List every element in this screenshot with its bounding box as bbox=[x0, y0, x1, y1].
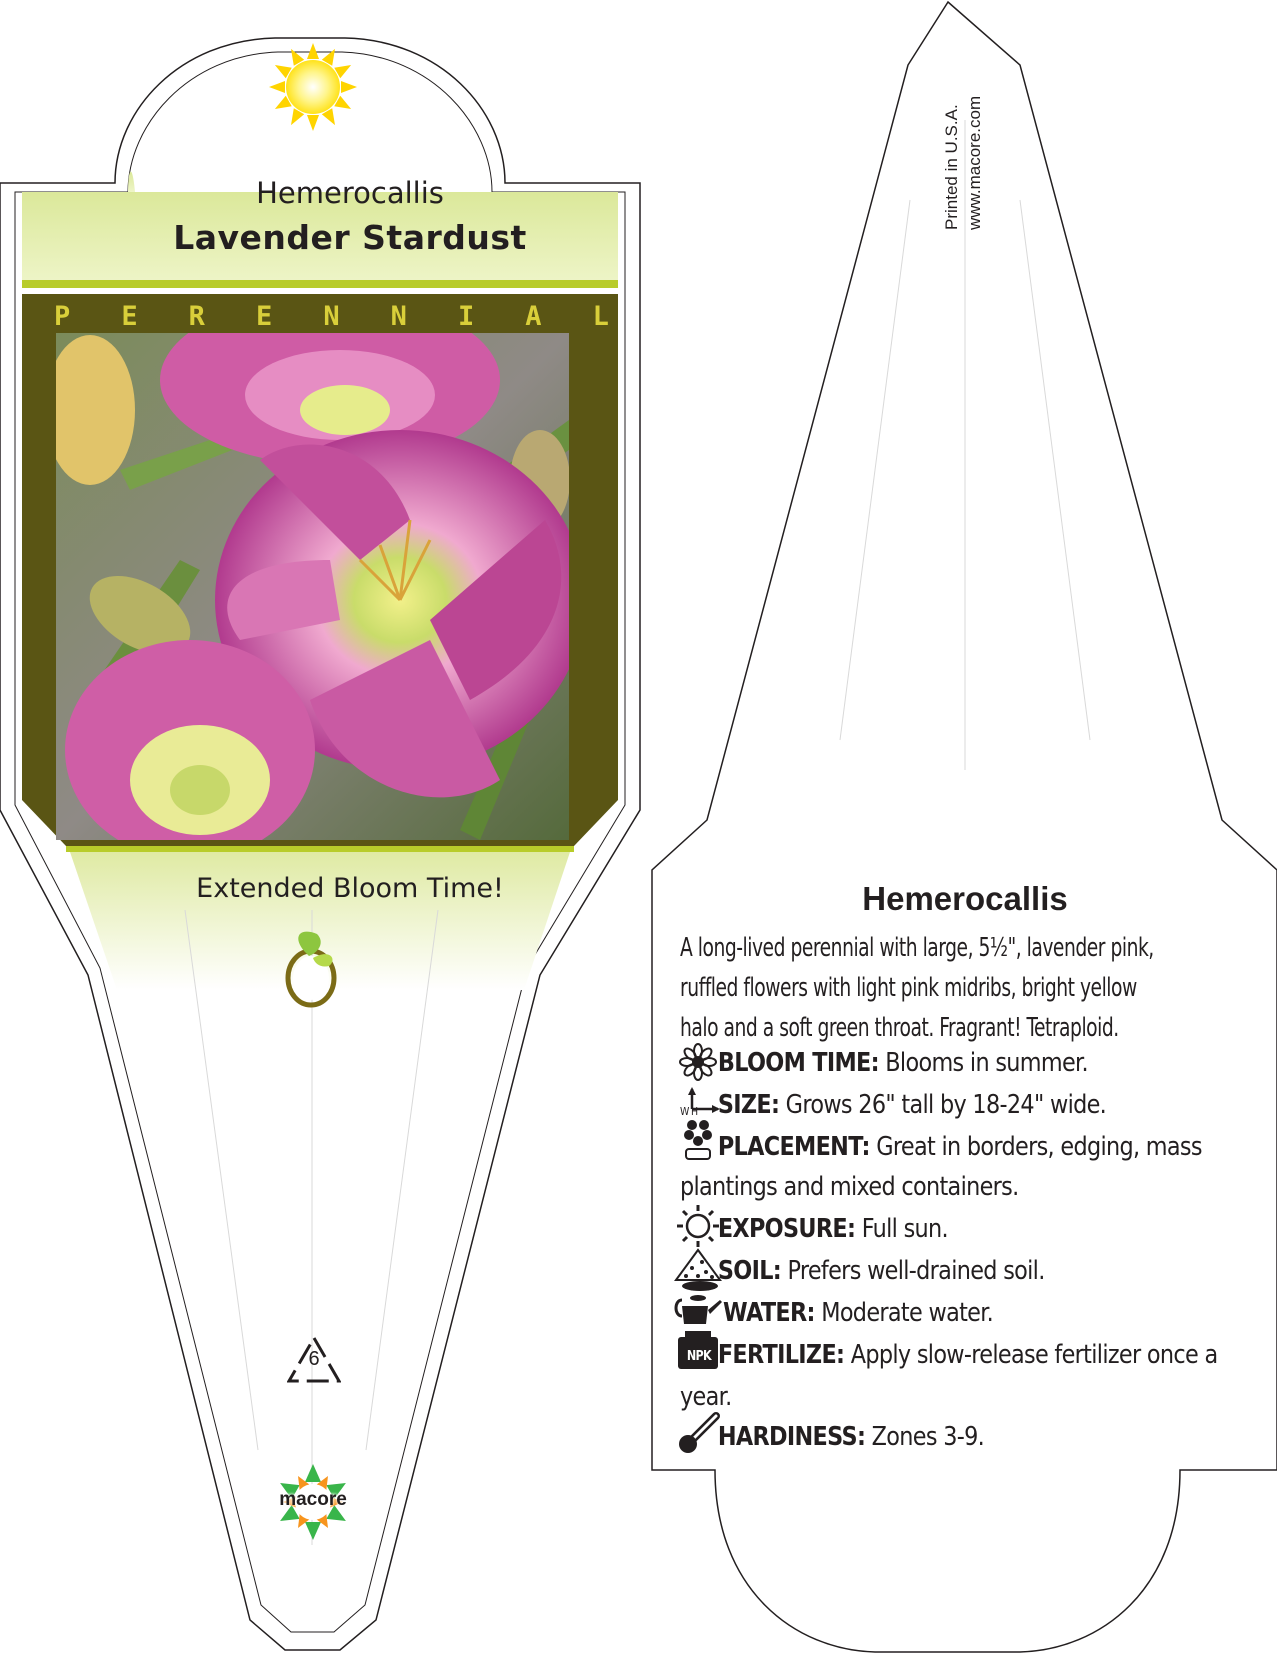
recycle-code: 6 bbox=[308, 1348, 320, 1370]
attribute-label: SOIL: bbox=[717, 1256, 782, 1286]
size-icon-h: H bbox=[690, 1105, 698, 1118]
attribute-value: Moderate water. bbox=[821, 1298, 994, 1328]
category-letter: N bbox=[323, 300, 340, 332]
attribute-value: Great in borders, edging, mass bbox=[876, 1132, 1202, 1162]
attribute-size bbox=[680, 1085, 1240, 1125]
category-letter: I bbox=[457, 300, 475, 332]
attribute-label: FERTILIZE: bbox=[717, 1340, 845, 1370]
attribute-label: PLACEMENT: bbox=[717, 1132, 870, 1162]
attribute-fertilize bbox=[680, 1335, 1240, 1417]
attribute-bloom-time bbox=[680, 1043, 1240, 1083]
cultivar-name: Lavender Stardust bbox=[173, 218, 527, 257]
attribute-hardiness bbox=[680, 1417, 1240, 1457]
front-genus: Hemerocallis bbox=[256, 176, 444, 210]
category-letter: L bbox=[592, 300, 609, 332]
attribute-value: Grows 26" tall by 18-24" wide. bbox=[785, 1090, 1107, 1120]
attribute-soil bbox=[680, 1251, 1240, 1291]
attribute-value: Zones 3-9. bbox=[871, 1422, 985, 1452]
category-letter: A bbox=[525, 300, 542, 332]
brand-name: macore bbox=[279, 1489, 347, 1510]
imprint bbox=[940, 55, 1000, 230]
category-letter: P bbox=[54, 300, 71, 332]
attribute-continuation: plantings and mixed containers. bbox=[680, 1172, 1019, 1202]
category-letter: E bbox=[121, 300, 138, 332]
imprint-line: Printed in U.S.A. bbox=[942, 104, 961, 230]
attribute-water bbox=[680, 1293, 1240, 1333]
attribute-value: Prefers well-drained soil. bbox=[787, 1256, 1045, 1286]
daylily-photo bbox=[45, 295, 585, 860]
attribute-label: EXPOSURE: bbox=[717, 1214, 856, 1244]
description-line: ruffled flowers with light pink midribs, bright yellow bbox=[680, 973, 1137, 1003]
imprint-url: www.macore.com bbox=[965, 95, 984, 230]
attribute-continuation: year. bbox=[680, 1382, 732, 1412]
category-letter: N bbox=[390, 300, 407, 332]
size-icon-w: W bbox=[680, 1105, 689, 1118]
attribute-value: Full sun. bbox=[861, 1214, 948, 1244]
attribute-label: WATER: bbox=[723, 1298, 815, 1328]
attribute-label: BLOOM TIME: bbox=[717, 1048, 879, 1078]
attribute-label: SIZE: bbox=[717, 1090, 780, 1120]
back-genus: Hemerocallis bbox=[862, 880, 1068, 917]
category-letter: E bbox=[255, 300, 273, 332]
npk-label: NPK bbox=[686, 1349, 712, 1364]
attribute-placement bbox=[680, 1127, 1240, 1207]
description-line: A long-lived perennial with large, 5½", lavender pink, bbox=[680, 933, 1154, 963]
attribute-value: Blooms in summer. bbox=[885, 1048, 1088, 1078]
feature-text: Extended Bloom Time! bbox=[196, 873, 504, 904]
description-line: halo and a soft green throat. Fragrant! Tetraploid. bbox=[680, 1013, 1119, 1043]
attribute-label: HARDINESS: bbox=[717, 1422, 866, 1452]
category-letter: R bbox=[188, 300, 205, 332]
description bbox=[680, 928, 1240, 1048]
attribute-exposure bbox=[680, 1209, 1240, 1249]
attribute-value: Apply slow-release fertilizer once a bbox=[850, 1340, 1218, 1370]
category-label bbox=[54, 300, 609, 332]
